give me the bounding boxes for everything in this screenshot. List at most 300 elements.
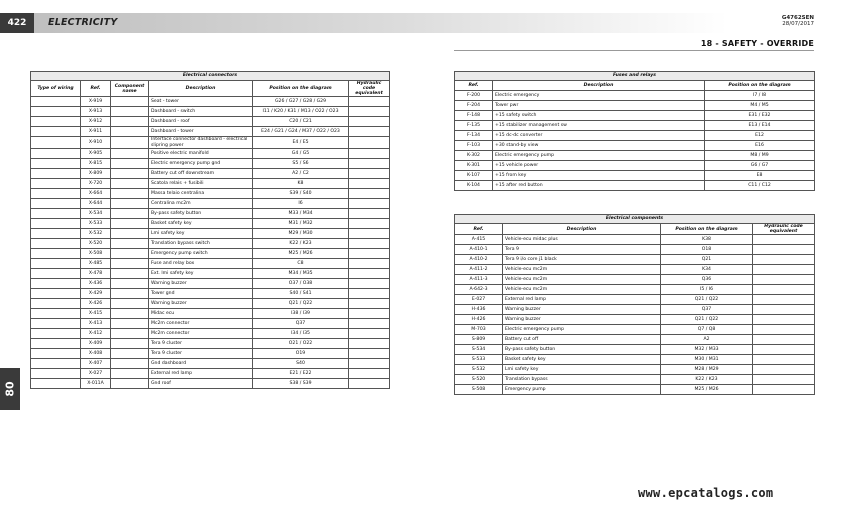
position-cell: M4 / M5 — [705, 101, 815, 111]
hydraulic-code-cell — [349, 309, 390, 319]
description-cell: Lmi safety key — [503, 365, 661, 375]
hydraulic-code-cell — [753, 275, 815, 285]
hydraulic-code-cell — [349, 189, 390, 199]
hydraulic-code-cell — [349, 219, 390, 229]
ref-cell: A-411-2 — [455, 265, 503, 275]
table-row — [455, 255, 815, 265]
table-row — [31, 127, 390, 137]
position-cell: M28 / M29 — [661, 365, 753, 375]
col-ref: Ref. — [455, 81, 493, 91]
col-hydraulic-code: Hydraulic code equivalent — [349, 81, 390, 97]
ref-cell: X-011A — [81, 379, 111, 389]
page-header — [0, 13, 850, 33]
fuses-table — [454, 71, 815, 191]
col-position: Position on the diagram — [661, 224, 753, 235]
position-cell: I38 / I39 — [253, 309, 349, 319]
table-row — [31, 219, 390, 229]
component-name-cell — [111, 259, 149, 269]
description-cell: Warning buzzer — [149, 299, 253, 309]
table-row — [455, 141, 815, 151]
component-name-cell — [111, 369, 149, 379]
table-row — [455, 181, 815, 191]
model-code: G4762SEN — [781, 15, 814, 21]
ref-cell: K-107 — [455, 171, 493, 181]
ref-cell: H-426 — [455, 315, 503, 325]
hydraulic-code-cell — [349, 179, 390, 189]
type-of-wiring-cell — [31, 369, 81, 379]
hydraulic-code-cell — [349, 319, 390, 329]
table-row — [455, 315, 815, 325]
description-cell: Tera 9 — [503, 245, 661, 255]
position-cell: E4 / E5 — [253, 137, 349, 149]
ref-cell: X-408 — [81, 349, 111, 359]
hydraulic-code-cell — [753, 285, 815, 295]
hydraulic-code-cell — [349, 329, 390, 339]
component-name-cell — [111, 289, 149, 299]
position-cell: E16 — [705, 141, 815, 151]
description-cell: Electric emergency — [493, 91, 705, 101]
description-cell: Tera 9 cluster — [149, 349, 253, 359]
position-cell: S39 / S40 — [253, 189, 349, 199]
description-cell: Electric emergency pump gnd — [149, 159, 253, 169]
component-name-cell — [111, 189, 149, 199]
ref-cell: X-644 — [81, 199, 111, 209]
col-component-name: Component name — [111, 81, 149, 97]
ref-cell: X-905 — [81, 149, 111, 159]
description-cell: Warning buzzer — [503, 315, 661, 325]
side-tab — [0, 368, 20, 410]
ref-cell: F-103 — [455, 141, 493, 151]
type-of-wiring-cell — [31, 299, 81, 309]
col-position: Position on the diagram — [253, 81, 349, 97]
position-cell: S5 / S6 — [253, 159, 349, 169]
position-cell: I34 / I35 — [253, 329, 349, 339]
table-row — [455, 235, 815, 245]
ref-cell: M-703 — [455, 325, 503, 335]
ref-cell: X-508 — [81, 249, 111, 259]
description-cell: Lmi safety key — [149, 229, 253, 239]
description-cell: Battery cut off downstream — [149, 169, 253, 179]
table-row — [31, 269, 390, 279]
section-title: ELECTRICITY — [48, 17, 118, 28]
col-position: Position on the diagram — [705, 81, 815, 91]
ref-cell: X-664 — [81, 189, 111, 199]
hydraulic-code-cell — [349, 299, 390, 309]
ref-cell: E-027 — [455, 295, 503, 305]
type-of-wiring-cell — [31, 189, 81, 199]
hydraulic-code-cell — [349, 239, 390, 249]
col-description: Description — [503, 224, 661, 235]
connectors-rows — [31, 97, 390, 389]
type-of-wiring-cell — [31, 379, 81, 389]
type-of-wiring-cell — [31, 179, 81, 189]
position-cell: E8 — [705, 171, 815, 181]
component-name-cell — [111, 209, 149, 219]
hydraulic-code-cell — [753, 355, 815, 365]
hydraulic-code-cell — [349, 117, 390, 127]
ref-cell: X-520 — [81, 239, 111, 249]
type-of-wiring-cell — [31, 97, 81, 107]
description-cell: Scatola relais + fusibili — [149, 179, 253, 189]
type-of-wiring-cell — [31, 199, 81, 209]
hydraulic-code-cell — [753, 295, 815, 305]
table-row — [31, 97, 390, 107]
table-row — [455, 285, 815, 295]
description-cell: Tower gnd — [149, 289, 253, 299]
position-cell: E31 / E32 — [705, 111, 815, 121]
description-cell: Warning buzzer — [503, 305, 661, 315]
type-of-wiring-cell — [31, 319, 81, 329]
description-cell: By-pass safety button — [149, 209, 253, 219]
type-of-wiring-cell — [31, 309, 81, 319]
ref-cell: X-534 — [81, 209, 111, 219]
position-cell: O21 / O22 — [253, 339, 349, 349]
ref-cell: S-809 — [455, 335, 503, 345]
description-cell: Basket safety key — [503, 355, 661, 365]
position-cell: S38 / S39 — [253, 379, 349, 389]
component-name-cell — [111, 199, 149, 209]
hydraulic-code-cell — [349, 159, 390, 169]
position-cell: E24 / G21 / G24 / M37 / O22 / O23 — [253, 127, 349, 137]
component-name-cell — [111, 169, 149, 179]
ref-cell: X-815 — [81, 159, 111, 169]
table-row — [31, 299, 390, 309]
description-cell: +15 after red button — [493, 181, 705, 191]
table-row — [31, 209, 390, 219]
position-cell: M34 / M35 — [253, 269, 349, 279]
type-of-wiring-cell — [31, 339, 81, 349]
position-cell: I5 / I6 — [661, 285, 753, 295]
document-date: 28/07/2017 — [782, 21, 814, 27]
hydraulic-code-cell — [753, 385, 815, 395]
position-cell: G26 / G27 / G28 / G29 — [253, 97, 349, 107]
description-cell: +15 from key — [493, 171, 705, 181]
ref-cell: X-415 — [81, 309, 111, 319]
hydraulic-code-cell — [349, 137, 390, 149]
position-cell: E21 / E22 — [253, 369, 349, 379]
component-name-cell — [111, 269, 149, 279]
description-cell: +15 vehicle power — [493, 161, 705, 171]
hydraulic-code-cell — [349, 209, 390, 219]
components-title: Electrical components — [455, 215, 815, 224]
ref-cell: S-520 — [455, 375, 503, 385]
hydraulic-code-cell — [753, 365, 815, 375]
component-name-cell — [111, 137, 149, 149]
ref-cell: X-429 — [81, 289, 111, 299]
component-name-cell — [111, 249, 149, 259]
table-row — [455, 101, 815, 111]
table-row — [455, 121, 815, 131]
ref-cell: A-410-1 — [455, 245, 503, 255]
ref-cell: X-912 — [81, 117, 111, 127]
description-cell: Vehicle-ecu mc2m — [503, 275, 661, 285]
connectors-title: Electrical connectors — [31, 72, 390, 81]
table-row — [31, 359, 390, 369]
hydraulic-code-cell — [753, 265, 815, 275]
description-cell: Tera 9 i/o core j1 black — [503, 255, 661, 265]
header-band — [34, 13, 850, 33]
table-row — [31, 137, 390, 149]
description-cell: +15 safety switch — [493, 111, 705, 121]
position-cell: C20 / C21 — [253, 117, 349, 127]
position-cell: K22 / K23 — [661, 375, 753, 385]
table-row — [455, 385, 815, 395]
type-of-wiring-cell — [31, 269, 81, 279]
ref-cell: K-104 — [455, 181, 493, 191]
position-cell: I11 / K20 / K31 / M13 / O22 / O23 — [253, 107, 349, 117]
components-rows — [455, 235, 815, 395]
position-cell: Q21 — [661, 255, 753, 265]
col-ref: Ref. — [81, 81, 111, 97]
hydraulic-code-cell — [349, 249, 390, 259]
position-cell: M30 / M31 — [661, 355, 753, 365]
component-name-cell — [111, 299, 149, 309]
component-name-cell — [111, 159, 149, 169]
hydraulic-code-cell — [349, 199, 390, 209]
ref-cell: S-533 — [455, 355, 503, 365]
table-row — [31, 107, 390, 117]
position-cell: S40 / S41 — [253, 289, 349, 299]
description-cell: Dashboard - roof — [149, 117, 253, 127]
ref-cell: X-478 — [81, 269, 111, 279]
position-cell: K38 — [661, 235, 753, 245]
hydraulic-code-cell — [349, 339, 390, 349]
position-cell: M31 / M32 — [253, 219, 349, 229]
table-row — [31, 319, 390, 329]
position-cell: Q21 / Q22 — [253, 299, 349, 309]
component-name-cell — [111, 127, 149, 137]
ref-cell: X-409 — [81, 339, 111, 349]
description-cell: Centralina mc2m — [149, 199, 253, 209]
position-cell: A2 — [661, 335, 753, 345]
description-cell: Tower pwr — [493, 101, 705, 111]
ref-cell: X-533 — [81, 219, 111, 229]
position-cell: K8 — [253, 179, 349, 189]
ref-cell: X-919 — [81, 97, 111, 107]
hydraulic-code-cell — [349, 269, 390, 279]
table-row — [31, 309, 390, 319]
description-cell: Translation bypass — [503, 375, 661, 385]
position-cell: O18 — [661, 245, 753, 255]
table-row — [455, 151, 815, 161]
ref-cell: A-642-3 — [455, 285, 503, 295]
hydraulic-code-cell — [753, 315, 815, 325]
watermark: www.epcatalogs.com — [638, 486, 774, 500]
description-cell: Mc2m connector — [149, 319, 253, 329]
ref-cell: X-911 — [81, 127, 111, 137]
chapter-divider — [454, 50, 814, 51]
type-of-wiring-cell — [31, 249, 81, 259]
type-of-wiring-cell — [31, 349, 81, 359]
table-row — [455, 305, 815, 315]
table-row — [31, 229, 390, 239]
table-row — [31, 369, 390, 379]
table-row — [31, 169, 390, 179]
type-of-wiring-cell — [31, 219, 81, 229]
description-cell: Vehicle-ecu midac plus — [503, 235, 661, 245]
hydraulic-code-cell — [349, 279, 390, 289]
ref-cell: F-200 — [455, 91, 493, 101]
components-table — [454, 214, 815, 395]
ref-cell: S-532 — [455, 365, 503, 375]
table-row — [455, 245, 815, 255]
table-row — [31, 289, 390, 299]
position-cell: G6 / G7 — [705, 161, 815, 171]
position-cell: M25 / M26 — [661, 385, 753, 395]
type-of-wiring-cell — [31, 127, 81, 137]
component-name-cell — [111, 349, 149, 359]
type-of-wiring-cell — [31, 329, 81, 339]
description-cell: Electric emergency pump — [493, 151, 705, 161]
component-name-cell — [111, 107, 149, 117]
ref-cell: K-302 — [455, 151, 493, 161]
description-cell: Vehicle-ecu mc2m — [503, 285, 661, 295]
description-cell: Warning buzzer — [149, 279, 253, 289]
hydraulic-code-cell — [349, 359, 390, 369]
table-row — [455, 171, 815, 181]
ref-cell: A-411-3 — [455, 275, 503, 285]
ref-cell: X-027 — [81, 369, 111, 379]
table-row — [455, 355, 815, 365]
table-row — [455, 335, 815, 345]
component-name-cell — [111, 149, 149, 159]
position-cell: Q36 — [661, 275, 753, 285]
component-name-cell — [111, 359, 149, 369]
description-cell: +15 stabilizer management sw — [493, 121, 705, 131]
col-type-of-wiring: Type of wiring — [31, 81, 81, 97]
table-row — [455, 91, 815, 101]
table-row — [455, 131, 815, 141]
ref-cell: X-720 — [81, 179, 111, 189]
ref-cell: X-910 — [81, 137, 111, 149]
side-tab-label: 80 — [3, 381, 17, 397]
position-cell: Q7 / Q8 — [661, 325, 753, 335]
hydraulic-code-cell — [349, 169, 390, 179]
position-cell: Q21 / Q22 — [661, 315, 753, 325]
table-row — [31, 379, 390, 389]
type-of-wiring-cell — [31, 279, 81, 289]
hydraulic-code-cell — [753, 345, 815, 355]
description-cell: Ext. lmi safety key — [149, 269, 253, 279]
description-cell: Emergency pump switch — [149, 249, 253, 259]
ref-cell: F-204 — [455, 101, 493, 111]
table-row — [31, 189, 390, 199]
description-cell: Gnd dashboard — [149, 359, 253, 369]
position-cell: A2 / C2 — [253, 169, 349, 179]
type-of-wiring-cell — [31, 149, 81, 159]
hydraulic-code-cell — [753, 235, 815, 245]
ref-cell: X-407 — [81, 359, 111, 369]
hydraulic-code-cell — [753, 245, 815, 255]
hydraulic-code-cell — [349, 379, 390, 389]
description-cell: Translation bypass switch — [149, 239, 253, 249]
position-cell: I7 / I8 — [705, 91, 815, 101]
table-row — [31, 339, 390, 349]
description-cell: Gnd roof — [149, 379, 253, 389]
hydraulic-code-cell — [753, 305, 815, 315]
table-row — [31, 329, 390, 339]
table-row — [31, 117, 390, 127]
component-name-cell — [111, 319, 149, 329]
type-of-wiring-cell — [31, 137, 81, 149]
ref-cell: X-913 — [81, 107, 111, 117]
position-cell: C11 / C12 — [705, 181, 815, 191]
table-row — [31, 249, 390, 259]
ref-cell: X-532 — [81, 229, 111, 239]
component-name-cell — [111, 279, 149, 289]
description-cell: External red lamp — [503, 295, 661, 305]
position-cell: C8 — [253, 259, 349, 269]
page-number: 422 — [0, 13, 34, 33]
position-cell: M29 / M30 — [253, 229, 349, 239]
hydraulic-code-cell — [349, 229, 390, 239]
description-cell: Vehicle-ecu mc2m — [503, 265, 661, 275]
ref-cell: X-412 — [81, 329, 111, 339]
hydraulic-code-cell — [349, 289, 390, 299]
table-row — [455, 345, 815, 355]
hydraulic-code-cell — [349, 259, 390, 269]
description-cell: Positive electric manifold — [149, 149, 253, 159]
ref-cell: S-534 — [455, 345, 503, 355]
description-cell: Dashboard - tower — [149, 127, 253, 137]
ref-cell: F-135 — [455, 121, 493, 131]
position-cell: M25 / M26 — [253, 249, 349, 259]
description-cell: External red lamp — [149, 369, 253, 379]
table-row — [31, 159, 390, 169]
ref-cell: K-301 — [455, 161, 493, 171]
table-row — [455, 275, 815, 285]
description-cell: +15 dc-dc converter — [493, 131, 705, 141]
position-cell: Q37 — [661, 305, 753, 315]
description-cell: Midac ecu — [149, 309, 253, 319]
description-cell: By-pass safety button — [503, 345, 661, 355]
ref-cell: F-148 — [455, 111, 493, 121]
type-of-wiring-cell — [31, 159, 81, 169]
type-of-wiring-cell — [31, 169, 81, 179]
ref-cell: F-134 — [455, 131, 493, 141]
type-of-wiring-cell — [31, 229, 81, 239]
position-cell: K34 — [661, 265, 753, 275]
position-cell: S40 — [253, 359, 349, 369]
type-of-wiring-cell — [31, 259, 81, 269]
description-cell: Interface connector dashboard - electrical slipring power — [149, 137, 253, 149]
position-cell: M33 / M34 — [253, 209, 349, 219]
component-name-cell — [111, 219, 149, 229]
ref-cell: A-410-2 — [455, 255, 503, 265]
description-cell: Mc2m connector — [149, 329, 253, 339]
ref-cell: X-809 — [81, 169, 111, 179]
ref-cell: S-508 — [455, 385, 503, 395]
table-row — [455, 365, 815, 375]
description-cell: +30 stand-by view — [493, 141, 705, 151]
table-row — [455, 265, 815, 275]
hydraulic-code-cell — [349, 127, 390, 137]
description-cell: Dashboard - switch — [149, 107, 253, 117]
hydraulic-code-cell — [753, 375, 815, 385]
description-cell: Electric emergency pump — [503, 325, 661, 335]
table-row — [455, 161, 815, 171]
position-cell: M8 / M9 — [705, 151, 815, 161]
type-of-wiring-cell — [31, 209, 81, 219]
hydraulic-code-cell — [349, 149, 390, 159]
component-name-cell — [111, 339, 149, 349]
type-of-wiring-cell — [31, 289, 81, 299]
component-name-cell — [111, 117, 149, 127]
hydraulic-code-cell — [349, 349, 390, 359]
description-cell: Fuse and relay box — [149, 259, 253, 269]
type-of-wiring-cell — [31, 117, 81, 127]
ref-cell: X-436 — [81, 279, 111, 289]
